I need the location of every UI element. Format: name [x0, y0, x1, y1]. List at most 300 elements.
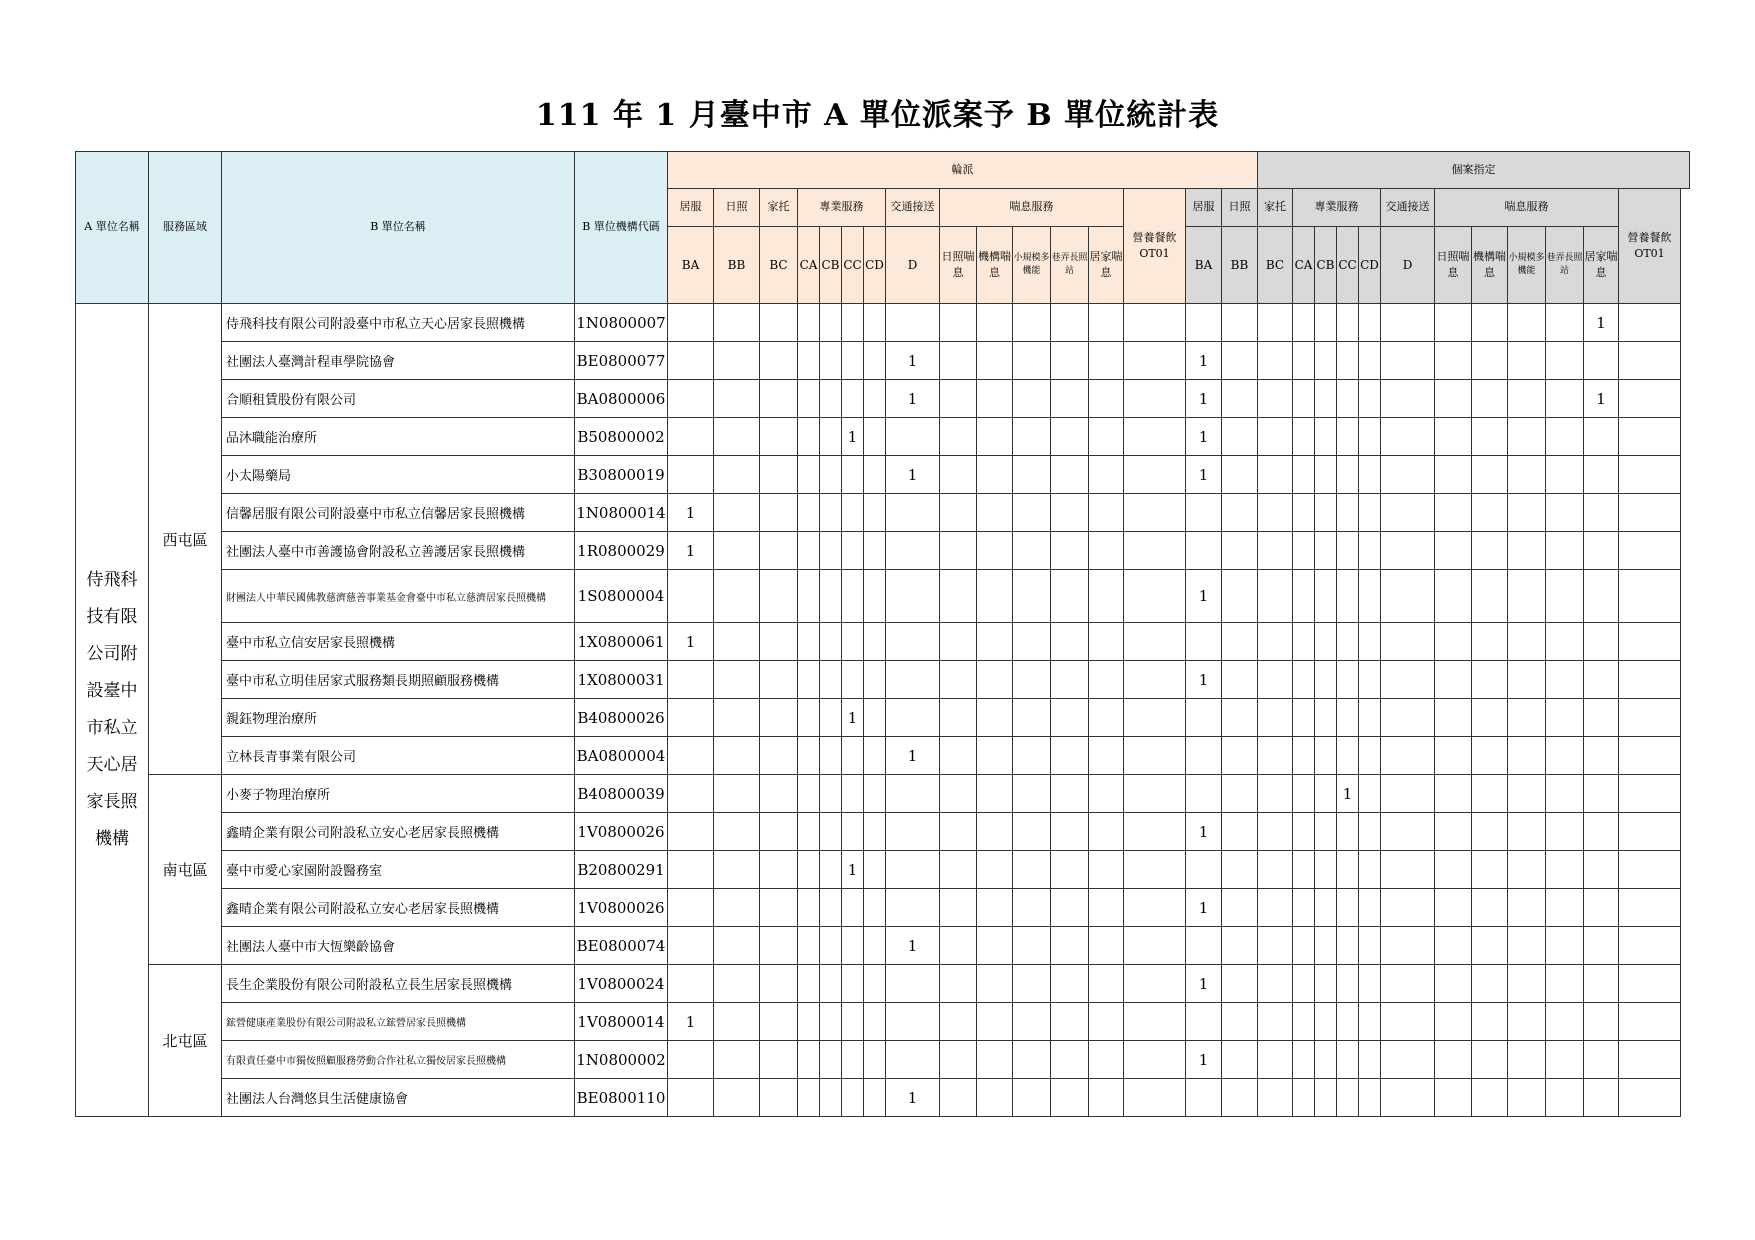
count-cell — [1381, 456, 1435, 494]
count-cell — [714, 494, 760, 532]
count-cell — [1546, 851, 1584, 889]
count-cell — [1315, 1079, 1337, 1117]
count-cell — [1089, 737, 1124, 775]
count-cell — [760, 927, 798, 965]
count-cell — [1472, 889, 1508, 927]
count-cell: 1 — [1186, 418, 1222, 456]
header-respite: 喘息服務 — [940, 189, 1124, 227]
count-cell — [940, 456, 977, 494]
count-cell — [668, 661, 714, 699]
count-cell — [1293, 418, 1315, 456]
count-cell — [820, 661, 842, 699]
count-cell — [1222, 623, 1258, 661]
count-cell — [1359, 623, 1381, 661]
count-cell — [1051, 1003, 1089, 1041]
table-row — [76, 851, 1690, 889]
header-transport: 交通接送 — [1381, 189, 1435, 227]
count-cell — [1619, 699, 1681, 737]
count-cell — [1584, 813, 1619, 851]
count-cell: 1 — [842, 699, 864, 737]
count-cell — [886, 418, 940, 456]
count-cell — [1472, 1079, 1508, 1117]
count-cell — [977, 380, 1013, 418]
count-cell — [668, 927, 714, 965]
count-cell — [1258, 851, 1293, 889]
count-cell — [1546, 570, 1584, 623]
count-cell — [864, 775, 886, 813]
count-cell — [1337, 1003, 1359, 1041]
count-cell — [668, 813, 714, 851]
b-unit-code: 1X0800061 — [575, 623, 668, 661]
count-cell: 1 — [842, 418, 864, 456]
count-cell — [1472, 927, 1508, 965]
count-cell — [1619, 775, 1681, 813]
count-cell — [1293, 494, 1315, 532]
count-cell — [940, 965, 977, 1003]
count-cell — [1546, 623, 1584, 661]
count-cell — [1186, 532, 1222, 570]
count-cell — [1089, 775, 1124, 813]
count-cell — [1124, 813, 1186, 851]
count-cell — [1619, 927, 1681, 965]
table-row — [76, 456, 1690, 494]
b-unit-code: 1V0800026 — [575, 889, 668, 927]
count-cell — [1508, 570, 1546, 623]
count-cell — [760, 1079, 798, 1117]
count-cell — [1051, 775, 1089, 813]
count-cell — [714, 380, 760, 418]
header-home-service: 居服 — [668, 189, 714, 227]
count-cell — [1508, 737, 1546, 775]
count-cell — [1359, 775, 1381, 813]
count-cell — [1435, 737, 1472, 775]
count-cell — [760, 570, 798, 623]
count-cell — [1293, 1041, 1315, 1079]
count-cell — [1293, 1079, 1315, 1117]
count-cell — [1258, 380, 1293, 418]
count-cell — [864, 494, 886, 532]
count-cell — [1337, 342, 1359, 380]
header-respite-lane: 巷弄長照站 — [1051, 227, 1089, 304]
count-cell — [1258, 965, 1293, 1003]
count-cell — [820, 304, 842, 342]
count-cell — [1293, 532, 1315, 570]
count-cell — [760, 737, 798, 775]
count-cell — [798, 1041, 820, 1079]
count-cell — [1013, 418, 1051, 456]
count-cell — [798, 1079, 820, 1117]
count-cell — [864, 889, 886, 927]
count-cell — [1546, 1079, 1584, 1117]
count-cell — [1258, 623, 1293, 661]
count-cell — [1124, 851, 1186, 889]
count-cell — [1508, 851, 1546, 889]
count-cell — [1359, 965, 1381, 1003]
count-cell — [886, 661, 940, 699]
count-cell — [1258, 927, 1293, 965]
b-unit-code: 1V0800024 — [575, 965, 668, 1003]
count-cell — [714, 1079, 760, 1117]
count-cell — [1381, 775, 1435, 813]
count-cell — [1222, 494, 1258, 532]
count-cell — [940, 927, 977, 965]
count-cell — [977, 456, 1013, 494]
b-unit-code: BE0800077 — [575, 342, 668, 380]
count-cell — [940, 570, 977, 623]
count-cell — [1546, 889, 1584, 927]
count-cell: 1 — [1186, 813, 1222, 851]
count-cell — [714, 570, 760, 623]
count-cell — [1013, 342, 1051, 380]
count-cell — [1381, 304, 1435, 342]
count-cell — [1089, 851, 1124, 889]
count-cell — [1508, 889, 1546, 927]
count-cell — [842, 456, 864, 494]
count-cell — [1186, 623, 1222, 661]
count-cell — [1051, 737, 1089, 775]
count-cell — [1584, 661, 1619, 699]
count-cell — [864, 570, 886, 623]
header-respite-home: 居家喘息 — [1584, 227, 1619, 304]
count-cell — [1546, 737, 1584, 775]
count-cell — [977, 699, 1013, 737]
count-cell — [1435, 418, 1472, 456]
count-cell — [1508, 532, 1546, 570]
count-cell — [1381, 1041, 1435, 1079]
count-cell: 1 — [886, 456, 940, 494]
count-cell — [1584, 737, 1619, 775]
count-cell — [1124, 889, 1186, 927]
count-cell — [1051, 699, 1089, 737]
count-cell — [1013, 1079, 1051, 1117]
code-d: D — [886, 227, 940, 304]
count-cell — [1381, 532, 1435, 570]
count-cell: 1 — [842, 851, 864, 889]
count-cell — [1472, 965, 1508, 1003]
count-cell — [714, 851, 760, 889]
count-cell — [1051, 456, 1089, 494]
count-cell — [1359, 456, 1381, 494]
count-cell — [1381, 494, 1435, 532]
count-cell — [1337, 570, 1359, 623]
count-cell — [1124, 380, 1186, 418]
count-cell — [1315, 570, 1337, 623]
count-cell — [1258, 342, 1293, 380]
header-a-unit: A 單位名稱 — [76, 152, 149, 304]
code-cb: CB — [1315, 227, 1337, 304]
count-cell — [886, 532, 940, 570]
count-cell — [1124, 775, 1186, 813]
count-cell — [940, 699, 977, 737]
table-row — [76, 1041, 1690, 1079]
count-cell — [1619, 813, 1681, 851]
b-unit-name: 鑫晴企業有限公司附設私立安心老居家長照機構 — [222, 813, 575, 851]
count-cell — [1013, 889, 1051, 927]
count-cell — [820, 737, 842, 775]
count-cell — [1508, 304, 1546, 342]
count-cell — [1359, 699, 1381, 737]
count-cell — [798, 623, 820, 661]
header-respite-small: 小規模多機能 — [1508, 227, 1546, 304]
count-cell: 1 — [1186, 661, 1222, 699]
count-cell — [1051, 570, 1089, 623]
count-cell — [977, 775, 1013, 813]
count-cell — [1315, 737, 1337, 775]
count-cell — [1472, 418, 1508, 456]
count-cell — [940, 1041, 977, 1079]
count-cell — [1584, 532, 1619, 570]
count-cell — [1293, 737, 1315, 775]
count-cell — [1508, 456, 1546, 494]
code-cc: CC — [1337, 227, 1359, 304]
count-cell — [1124, 342, 1186, 380]
count-cell — [1089, 1041, 1124, 1079]
count-cell — [1381, 661, 1435, 699]
table-row — [76, 889, 1690, 927]
count-cell — [977, 1041, 1013, 1079]
count-cell — [1293, 775, 1315, 813]
count-cell — [1258, 570, 1293, 623]
count-cell — [1508, 1079, 1546, 1117]
count-cell — [1315, 494, 1337, 532]
b-unit-code: BA0800004 — [575, 737, 668, 775]
count-cell — [940, 661, 977, 699]
b-unit-code: BE0800110 — [575, 1079, 668, 1117]
count-cell — [940, 737, 977, 775]
count-cell — [842, 532, 864, 570]
count-cell — [1222, 570, 1258, 623]
count-cell — [864, 699, 886, 737]
count-cell — [1435, 965, 1472, 1003]
count-cell — [1546, 342, 1584, 380]
table-row — [76, 380, 1690, 418]
count-cell — [977, 965, 1013, 1003]
count-cell — [1089, 456, 1124, 494]
count-cell — [1051, 494, 1089, 532]
count-cell — [1381, 889, 1435, 927]
count-cell — [1472, 623, 1508, 661]
count-cell — [864, 965, 886, 1003]
count-cell — [1337, 1079, 1359, 1117]
b-unit-name: 臺中市私立信安居家長照機構 — [222, 623, 575, 661]
b-unit-code: B20800291 — [575, 851, 668, 889]
count-cell — [1186, 304, 1222, 342]
count-cell — [940, 532, 977, 570]
count-cell — [1337, 889, 1359, 927]
count-cell — [1619, 851, 1681, 889]
count-cell — [886, 570, 940, 623]
count-cell — [1546, 813, 1584, 851]
count-cell — [1472, 532, 1508, 570]
count-cell — [1089, 418, 1124, 456]
count-cell — [864, 456, 886, 494]
count-cell — [842, 304, 864, 342]
code-bc: BC — [1258, 227, 1293, 304]
count-cell — [1508, 775, 1546, 813]
count-cell — [1051, 851, 1089, 889]
header-respite-lane: 巷弄長照站 — [1546, 227, 1584, 304]
count-cell — [1472, 494, 1508, 532]
b-unit-name: 小太陽藥局 — [222, 456, 575, 494]
count-cell — [864, 532, 886, 570]
code-bb: BB — [714, 227, 760, 304]
count-cell — [760, 494, 798, 532]
count-cell — [1186, 1079, 1222, 1117]
count-cell — [1013, 1041, 1051, 1079]
count-cell — [668, 380, 714, 418]
table-row — [76, 1003, 1690, 1041]
count-cell — [1051, 623, 1089, 661]
count-cell — [668, 737, 714, 775]
count-cell — [940, 889, 977, 927]
b-unit-name: 有限責任臺中市獨侒照顧服務勞動合作社私立獨侒居家長照機構 — [222, 1041, 575, 1079]
count-cell — [1293, 342, 1315, 380]
count-cell — [668, 304, 714, 342]
count-cell — [842, 494, 864, 532]
count-cell — [1337, 623, 1359, 661]
count-cell — [1315, 813, 1337, 851]
count-cell — [1508, 965, 1546, 1003]
header-designated: 個案指定 — [1258, 152, 1690, 189]
count-cell — [1013, 380, 1051, 418]
code-ba: BA — [1186, 227, 1222, 304]
count-cell — [798, 737, 820, 775]
table-row — [76, 304, 1690, 342]
count-cell — [1435, 775, 1472, 813]
count-cell — [1222, 1003, 1258, 1041]
count-cell — [760, 1003, 798, 1041]
count-cell — [1337, 1041, 1359, 1079]
count-cell — [1222, 927, 1258, 965]
count-cell — [798, 342, 820, 380]
b-unit-name: 社團法人臺中市大恆樂齡協會 — [222, 927, 575, 965]
count-cell — [1435, 1079, 1472, 1117]
count-cell — [940, 813, 977, 851]
count-cell — [1089, 927, 1124, 965]
count-cell — [1508, 380, 1546, 418]
count-cell — [1584, 1041, 1619, 1079]
count-cell — [864, 380, 886, 418]
code-cc: CC — [842, 227, 864, 304]
table-row — [76, 775, 1690, 813]
count-cell — [940, 775, 977, 813]
count-cell — [798, 304, 820, 342]
region-cell: 北屯區 — [149, 965, 222, 1117]
count-cell — [1222, 532, 1258, 570]
count-cell — [864, 851, 886, 889]
count-cell: 1 — [668, 623, 714, 661]
count-cell — [1258, 699, 1293, 737]
count-cell — [864, 304, 886, 342]
count-cell — [1186, 775, 1222, 813]
count-cell — [1089, 570, 1124, 623]
count-cell — [1013, 813, 1051, 851]
count-cell — [1315, 661, 1337, 699]
count-cell — [977, 494, 1013, 532]
count-cell — [977, 570, 1013, 623]
count-cell — [798, 1003, 820, 1041]
count-cell — [1293, 623, 1315, 661]
count-cell — [1546, 304, 1584, 342]
count-cell — [668, 889, 714, 927]
b-unit-code: B40800039 — [575, 775, 668, 813]
count-cell — [1315, 889, 1337, 927]
count-cell — [760, 661, 798, 699]
count-cell — [1013, 699, 1051, 737]
code-cd: CD — [864, 227, 886, 304]
count-cell — [1472, 813, 1508, 851]
count-cell — [940, 1003, 977, 1041]
count-cell — [1013, 737, 1051, 775]
count-cell — [1315, 342, 1337, 380]
count-cell — [1337, 661, 1359, 699]
count-cell — [1124, 965, 1186, 1003]
count-cell — [798, 851, 820, 889]
count-cell — [1293, 813, 1315, 851]
count-cell — [1337, 813, 1359, 851]
count-cell — [1258, 418, 1293, 456]
b-unit-code: 1N0800002 — [575, 1041, 668, 1079]
count-cell — [842, 889, 864, 927]
count-cell — [1359, 494, 1381, 532]
count-cell — [820, 965, 842, 1003]
count-cell: 1 — [668, 1003, 714, 1041]
count-cell — [714, 699, 760, 737]
count-cell — [1435, 380, 1472, 418]
b-unit-code: B30800019 — [575, 456, 668, 494]
count-cell — [1051, 813, 1089, 851]
count-cell — [1359, 570, 1381, 623]
count-cell — [886, 889, 940, 927]
count-cell — [1315, 1041, 1337, 1079]
count-cell — [820, 532, 842, 570]
count-cell — [1051, 304, 1089, 342]
count-cell — [842, 813, 864, 851]
count-cell — [1584, 494, 1619, 532]
count-cell — [1186, 851, 1222, 889]
count-cell — [1293, 1003, 1315, 1041]
count-cell — [1258, 532, 1293, 570]
count-cell — [886, 965, 940, 1003]
count-cell — [1472, 342, 1508, 380]
count-cell — [1619, 661, 1681, 699]
count-cell — [1508, 1003, 1546, 1041]
header-family-care: 家托 — [760, 189, 798, 227]
b-unit-code: 1S0800004 — [575, 570, 668, 623]
count-cell: 1 — [1186, 380, 1222, 418]
b-unit-code: BE0800074 — [575, 927, 668, 965]
count-cell — [1381, 570, 1435, 623]
count-cell — [1584, 342, 1619, 380]
count-cell: 1 — [886, 1079, 940, 1117]
b-unit-code: 1N0800007 — [575, 304, 668, 342]
count-cell — [1337, 927, 1359, 965]
table-row — [76, 661, 1690, 699]
count-cell — [1258, 1041, 1293, 1079]
count-cell — [1619, 342, 1681, 380]
count-cell — [1051, 661, 1089, 699]
header-professional: 專業服務 — [798, 189, 886, 227]
count-cell — [1508, 813, 1546, 851]
count-cell — [1359, 851, 1381, 889]
count-cell — [714, 342, 760, 380]
count-cell — [1051, 889, 1089, 927]
count-cell — [760, 1041, 798, 1079]
count-cell — [1315, 851, 1337, 889]
count-cell — [1222, 775, 1258, 813]
count-cell — [1619, 965, 1681, 1003]
header-transport: 交通接送 — [886, 189, 940, 227]
